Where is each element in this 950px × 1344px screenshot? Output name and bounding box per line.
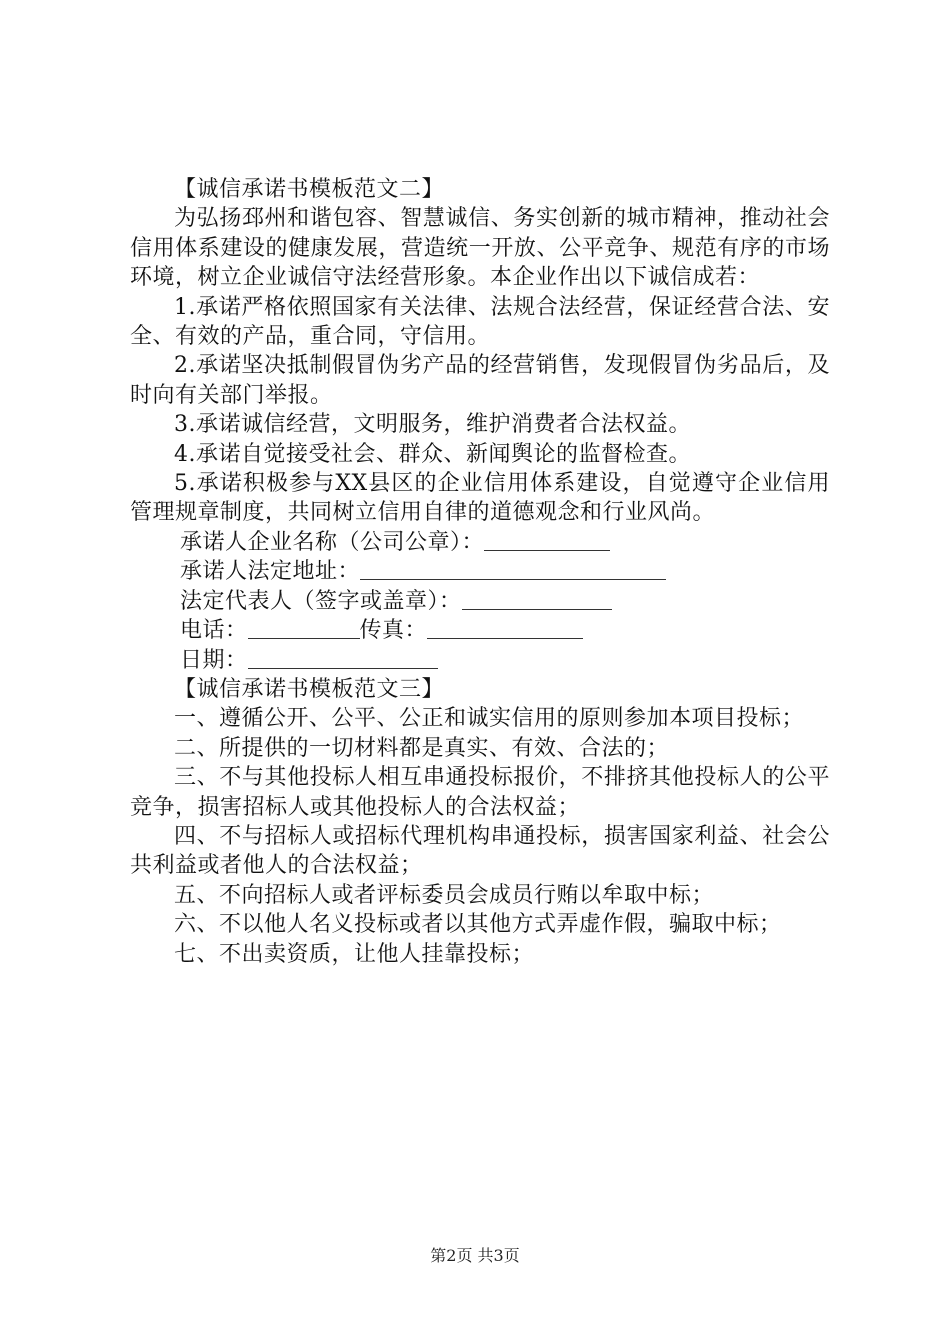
company-name-label: 承诺人企业名称（公司公章）：: [180, 529, 485, 555]
representative-blank: [462, 587, 612, 610]
section3-item-4: 四、不与招标人或招标代理机构串通投标，损害国家利益、社会公共利益或者他人的合法权益；: [130, 823, 830, 879]
section3-heading: 【诚信承诺书模板范文三】: [174, 676, 445, 702]
section3-item-2: 二、所提供的一切材料都是真实、有效、合法的；: [174, 735, 670, 761]
section3-item-7: 七、不出卖资质，让他人挂靠投标；: [174, 941, 535, 967]
section2-heading: 【诚信承诺书模板范文二】: [174, 177, 445, 202]
section2-item-5: 5.承诺积极参与XX县区的企业信用体系建设，自觉遵守企业信用管理规章制度，共同树立信用自律的道德观念和行业风尚。: [130, 471, 830, 526]
section2-intro-paragraph: 为弘扬邳州和谐包容、智慧诚信、务实创新的城市精神，推动社会信用体系建设的健康发展，营造统一开放、公平竞争、规范有序的市场环境，树立企业诚信守法经营形象。本企业作出以下诚信成若：: [130, 206, 830, 291]
fax-blank: [427, 616, 583, 639]
address-label: 承诺人法定地址：: [180, 559, 361, 585]
company-name-field: [130, 528, 830, 557]
section3-item-6: 六、不以他人名义投标或者以其他方式弄虚作假，骗取中标；: [174, 912, 782, 938]
section3-item-5: 五、不向招标人或者评标委员会成员行贿以牟取中标；: [174, 882, 715, 908]
date-label: 日期：: [180, 647, 248, 673]
phone-label: 电话：: [180, 618, 248, 644]
document-body: [130, 175, 830, 969]
fax-label: 传真：: [359, 618, 428, 644]
representative-label: 法定代表人（签字或盖章）：: [180, 588, 462, 614]
date-blank: [248, 646, 438, 669]
phone-fax-field: [130, 616, 830, 645]
section3-item-1: 一、遵循公开、公平、公正和诚实信用的原则参加本项目投标；: [174, 706, 805, 732]
phone-blank: [248, 616, 360, 639]
representative-field: [130, 587, 830, 616]
company-name-blank: [484, 528, 610, 551]
section3-item-3: 三、不与其他投标人相互串通投标报价，不排挤其他投标人的公平竞争，损害招标人或其他投标人的合法权益；: [130, 765, 830, 820]
section2-item-1: 1.承诺严格依照国家有关法律、法规合法经营，保证经营合法、安全、有效的产品，重合同，守信用。: [130, 294, 830, 350]
page-number-footer: 第2页 共3页: [430, 1246, 520, 1265]
section2-item-3: 3.承诺诚信经营，文明服务，维护消费者合法权益。: [174, 412, 691, 438]
address-field: [130, 557, 830, 586]
date-field: [130, 646, 830, 675]
section2-item-2: 2.承诺坚决抵制假冒伪劣产品的经营销售，发现假冒伪劣品后，及时向有关部门举报。: [130, 353, 830, 408]
section2-item-4: 4.承诺自觉接受社会、群众、新闻舆论的监督检查。: [174, 441, 691, 467]
address-blank: [360, 557, 666, 580]
